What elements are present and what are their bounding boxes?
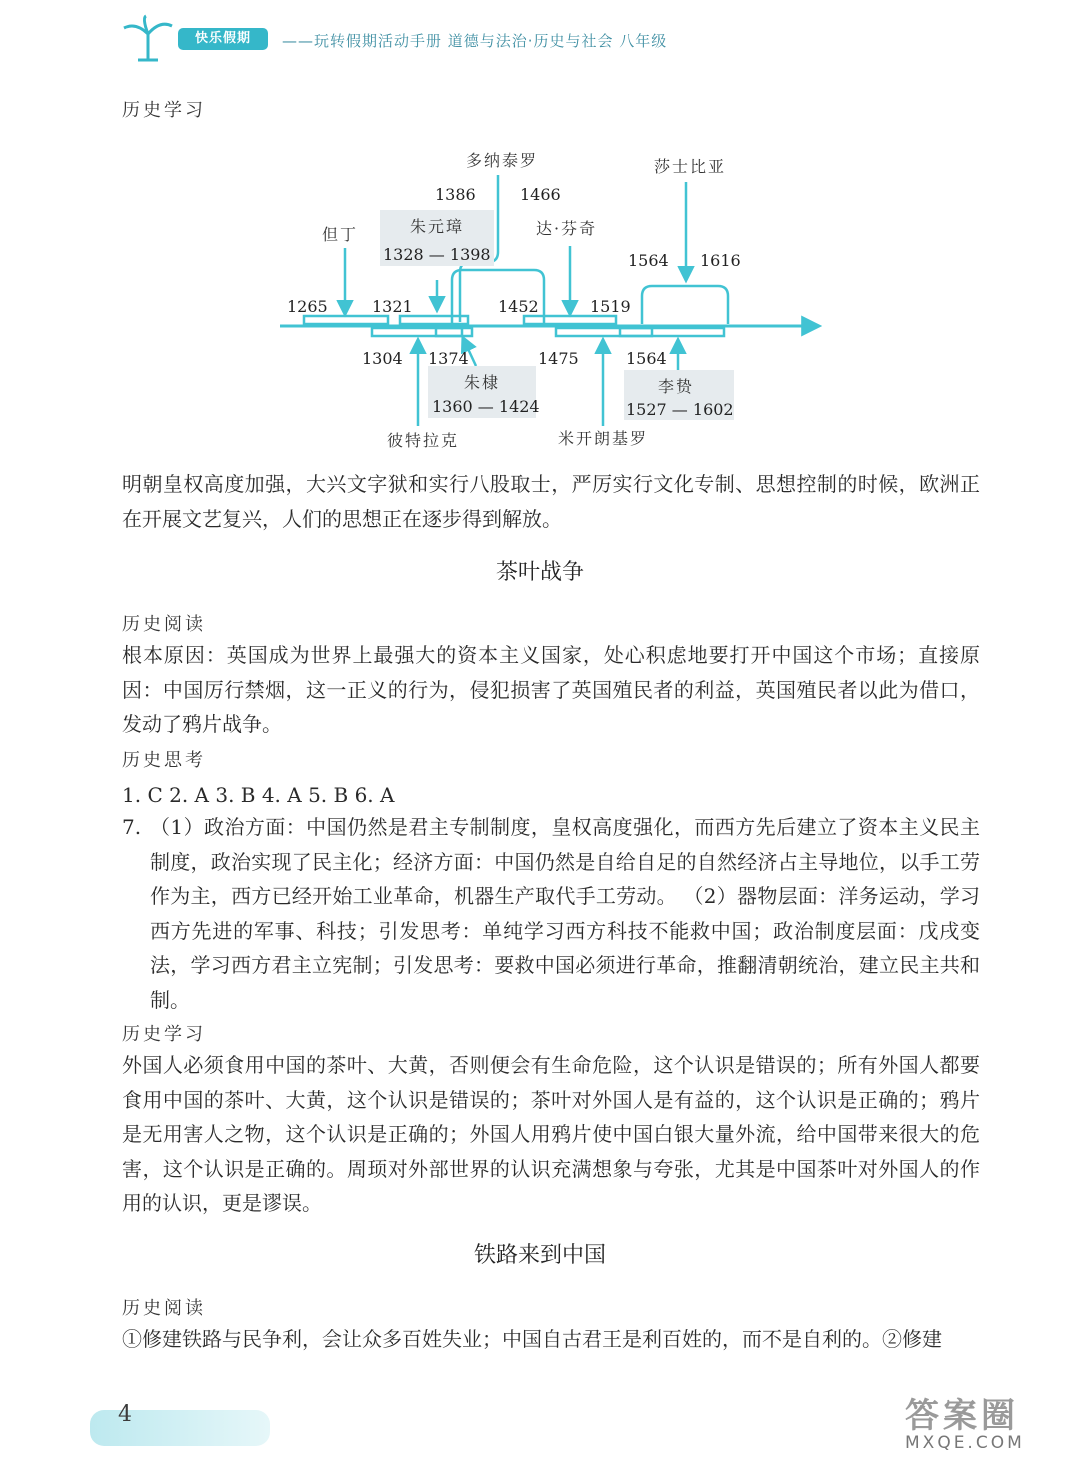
page-header	[0, 0, 1080, 80]
page-number: 4	[118, 1402, 132, 1427]
palm-tree-logo-icon	[118, 14, 178, 64]
year-label-1564-shakespeare: 1564	[628, 251, 669, 270]
person-name-petrarch: 彼特拉克	[387, 431, 460, 450]
lifespan-bar-zhu-yuanzhang	[400, 316, 468, 324]
date-range-zhu-di: 1360 — 1424	[432, 397, 540, 416]
section-title-tea-war: 茶叶战争	[495, 560, 584, 585]
logo-badge: 快乐假期	[178, 28, 268, 50]
person-name-dante: 但丁	[322, 225, 359, 244]
multiple-choice-answers: 1. C 2. A 3. B 4. A 5. B 6. A	[122, 783, 395, 807]
person-name-zhu-di: 朱棣	[464, 373, 501, 392]
question-7-number: 7.	[122, 815, 142, 839]
section-label-history-reading: 历史阅读	[122, 614, 206, 635]
question-7-text: （1）政治方面：中国仍然是君主专制制度，皇权高度强化，而西方先后建立了资本主义民主制度，政治实现了民主化；经济方面：中国仍然是自给自足的自然经济占主导地位，以手工劳作为主，西方已经开始工业革命，机器生产取代手工劳动。 （2）器物层面：洋务运动，学习西方先进的军事、科技；引发思考：单纯学习西方科技不能救中国；政治制度层面：戊戌变法，学习西方君主立宪制；引发思考：要救中国必须进行革命，推翻清朝统治，建立民主共和制。	[150, 815, 980, 1012]
lifespan-bracket-shakespeare	[642, 286, 728, 324]
footer-decoration	[90, 1410, 270, 1446]
year-label-1564-michelangelo: 1564	[626, 349, 667, 368]
lifespan-bar-dante	[304, 316, 388, 324]
year-label-1321: 1321	[372, 297, 413, 316]
header-subtitle: ——玩转假期活动手册 道德与法治·历史与社会 八年级	[282, 32, 668, 50]
year-label-1265: 1265	[287, 297, 328, 316]
year-label-1519: 1519	[590, 297, 631, 316]
section-label-history-thinking: 历史思考	[122, 750, 206, 771]
question-7-answer	[122, 810, 980, 1017]
person-name-michelangelo: 米开朗基罗	[558, 429, 649, 448]
person-name-zhu-yuanzhang: 朱元璋	[410, 217, 465, 236]
year-label-1386: 1386	[435, 185, 476, 204]
watermark-text: 答案圈	[905, 1396, 1019, 1436]
date-range-zhu-yuanzhang: 1328 — 1398	[383, 245, 491, 264]
person-name-da-vinci: 达·芬奇	[536, 219, 598, 238]
railway-reading-text: ①修建铁路与民争利，会让众多百姓失业；中国自古君王是利百姓的，而不是自利的。②修建	[122, 1327, 942, 1351]
lifespan-bar-zhu-di	[436, 328, 472, 336]
person-name-li-zhi: 李贽	[658, 377, 695, 396]
tea-war-reading-text: 根本原因：英国成为世界上最强大的资本主义国家，处心积虑地要打开中国这个市场；直接原因：中国厉行禁烟，这一正义的行为，侵犯损害了英国殖民者的利益，英国殖民者以此为借口，发动了鸦片战争。	[122, 643, 980, 736]
person-name-donatello: 多纳泰罗	[466, 151, 539, 170]
year-label-1304: 1304	[362, 349, 403, 368]
watermark-url: MXQE.COM	[905, 1433, 1025, 1453]
watermark-logo	[905, 1388, 1065, 1468]
year-label-1475: 1475	[538, 349, 579, 368]
year-label-1466: 1466	[520, 185, 561, 204]
lifespan-bar-da-vinci	[524, 316, 616, 324]
lifespan-bar-li-zhi	[620, 328, 724, 336]
section-title-railway: 铁路来到中国	[473, 1243, 606, 1268]
year-label-1616: 1616	[700, 251, 741, 270]
timeline-conclusion-text: 明朝皇权高度加强，大兴文字狱和实行八股取士，严厉实行文化专制、思想控制的时候，欧洲正在开展文艺复兴，人们的思想正在逐步得到解放。	[122, 472, 980, 531]
year-label-1452: 1452	[498, 297, 539, 316]
timeline-diagram	[0, 130, 1080, 460]
person-name-shakespeare: 莎士比亚	[654, 157, 727, 176]
section-label-history-reading-2: 历史阅读	[122, 1298, 206, 1319]
section-label-history-study-2: 历史学习	[122, 1024, 206, 1045]
tea-war-learning-text: 外国人必须食用中国的茶叶、大黄，否则便会有生命危险，这个认识是错误的；所有外国人都要食用中国的茶叶、大黄，这个认识是错误的；茶叶对外国人是有益的，这个认识是正确的；鸦片是无用害人之物，这个认识是正确的；外国人用鸦片使中国白银大量外流，给中国带来很大的危害，这个认识是正确的。周顼对外部世界的认识充满想象与夸张，尤其是中国茶叶对外国人的作用的认识，更是谬误。	[122, 1053, 980, 1215]
date-range-li-zhi: 1527 — 1602	[626, 400, 734, 419]
section-label-history-study: 历史学习	[122, 100, 206, 121]
timeline-svg	[0, 130, 1080, 460]
year-label-1374: 1374	[428, 349, 469, 368]
